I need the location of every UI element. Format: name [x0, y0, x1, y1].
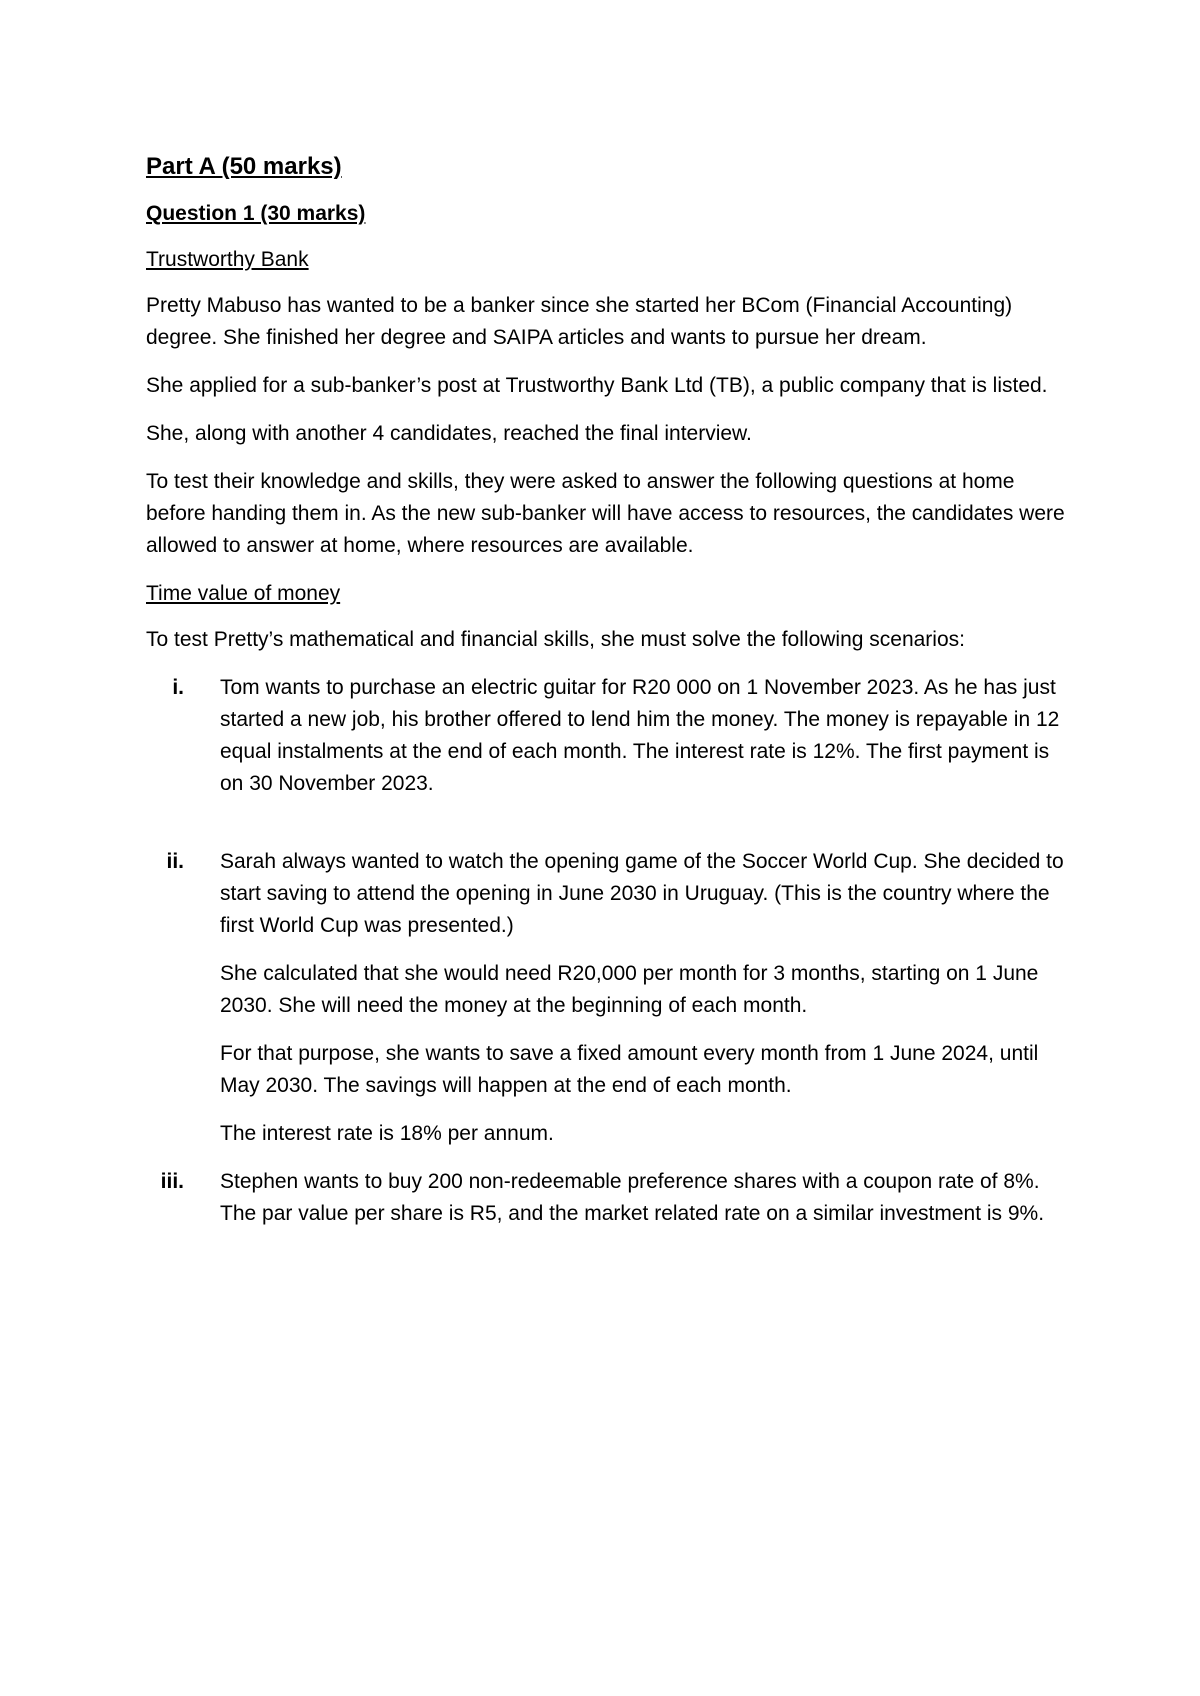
scenario-number: iii. [160, 1170, 184, 1193]
section-heading-trustworthy-bank: Trustworthy Bank [146, 248, 309, 271]
scenario-paragraph: Sarah always wanted to watch the opening game of the Soccer World Cup. She decided to start saving to attend the opening in June 2030 in Uruguay. (This is the country where the first World Cup was presented.) [220, 850, 1064, 937]
intro-paragraph: Pretty Mabuso has wanted to be a banker since she started her BCom (Financial Accounting) degree. She finished her degree and SAIPA articles and wants to pursue her dream. [146, 294, 1013, 349]
scenario-number: ii. [166, 850, 184, 873]
document-body [146, 150, 1066, 1246]
scenario-item [146, 672, 1066, 800]
intro-paragraph: She applied for a sub-banker’s post at Trustworthy Bank Ltd (TB), a public company that is listed. [146, 374, 1048, 397]
scenario-item [146, 1166, 1066, 1230]
section-heading-time-value-of-money: Time value of money [146, 582, 341, 605]
scenario-paragraph: For that purpose, she wants to save a fixed amount every month from 1 June 2024, until May 2030. The savings will happen at the end of each month. [220, 1042, 1039, 1097]
scenario-number: i. [172, 676, 184, 699]
scenarios-intro: To test Pretty’s mathematical and financial skills, she must solve the following scenarios: [146, 628, 965, 651]
scenario-item [146, 846, 1066, 1150]
part-title: Part A (50 marks) [146, 153, 342, 180]
question-title: Question 1 (30 marks) [146, 202, 366, 225]
scenario-paragraph: The interest rate is 18% per annum. [220, 1122, 554, 1145]
scenario-paragraph: Stephen wants to buy 200 non-redeemable preference shares with a coupon rate of 8%. The par value per share is R5, and the market related rate on a similar investment is 9%. [220, 1170, 1045, 1225]
intro-paragraph: She, along with another 4 candidates, reached the final interview. [146, 422, 752, 445]
spacer [146, 816, 1066, 846]
scenario-paragraph: She calculated that she would need R20,000 per month for 3 months, starting on 1 June 2030. She will need the money at the beginning of each month. [220, 962, 1039, 1017]
intro-paragraph: To test their knowledge and skills, they were asked to answer the following questions at home before handing them in. As the new sub-banker will have access to resources, the candidates were allowed to answer at home, where resources are available. [146, 470, 1065, 557]
scenario-paragraph: Tom wants to purchase an electric guitar for R20 000 on 1 November 2023. As he has just started a new job, his brother offered to lend him the money. The money is repayable in 12 equal instalments at the end of each month. The interest rate is 12%. The first payment is on 30 November 2023. [220, 676, 1060, 795]
